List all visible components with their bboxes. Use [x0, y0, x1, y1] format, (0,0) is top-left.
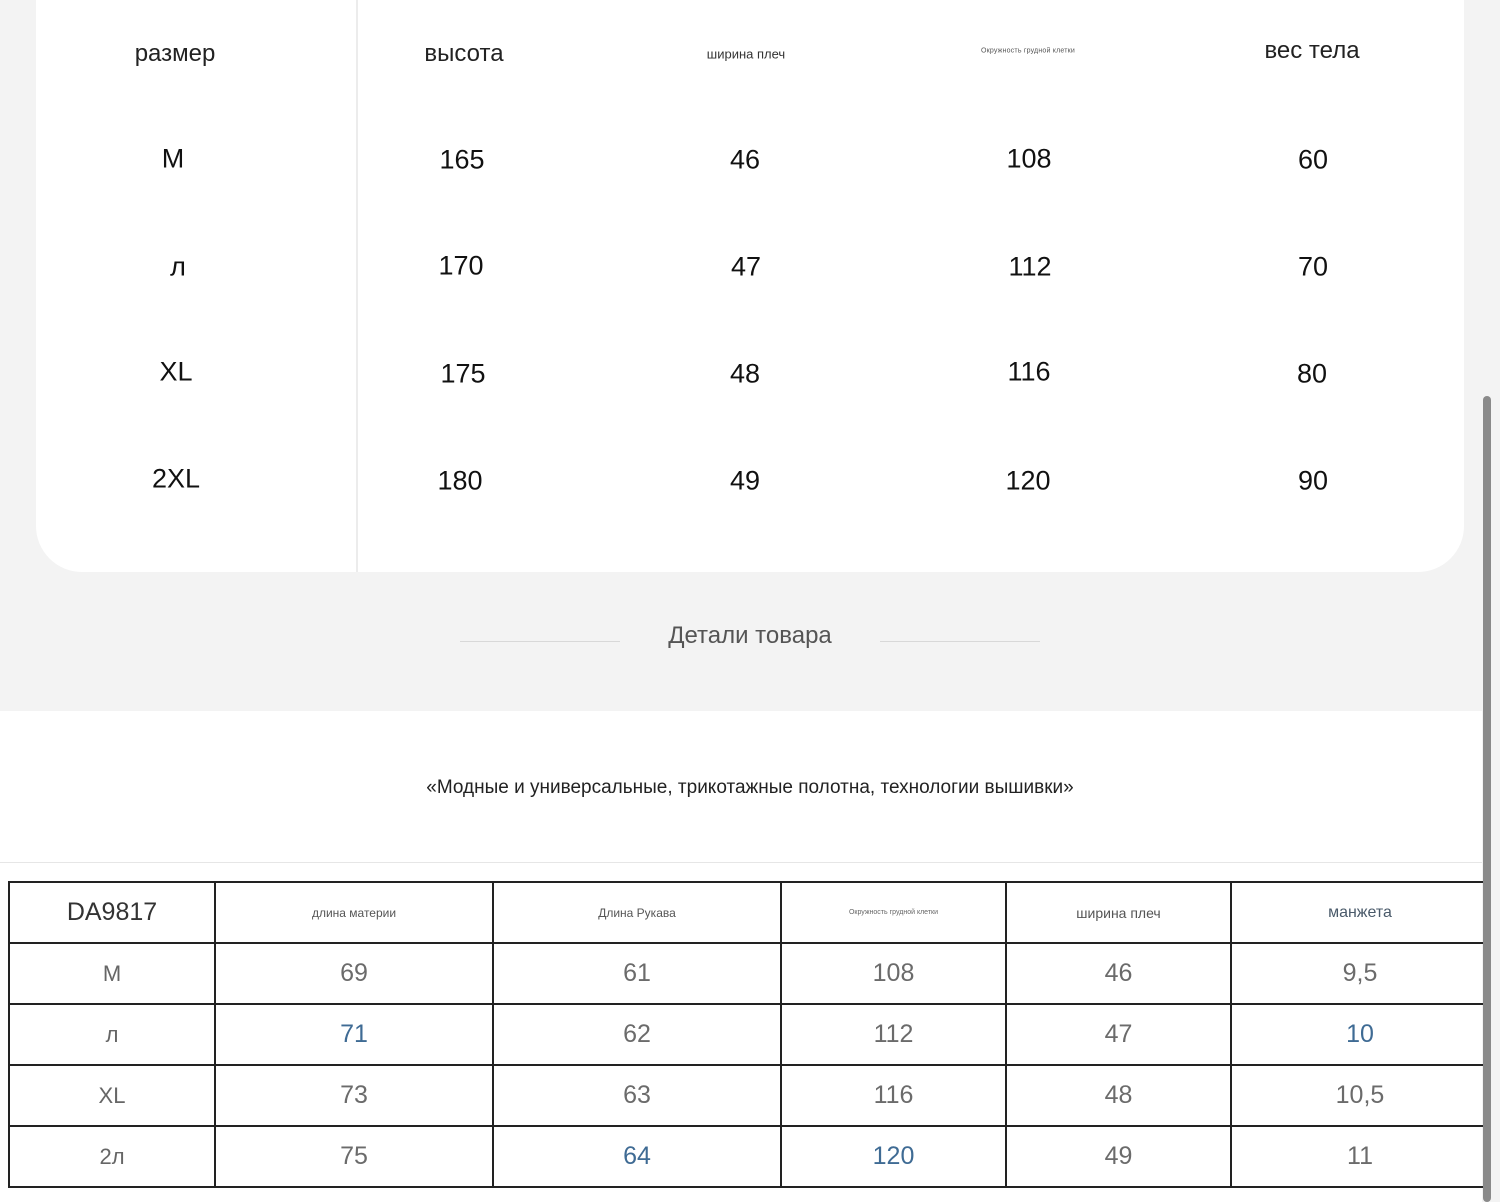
table-row [9, 1126, 1489, 1187]
table-cell: 69 [215, 943, 493, 1004]
header-shoulder-width: ширина плеч [1006, 882, 1231, 943]
section-title-rule-right [880, 641, 1040, 642]
table-cell: 64 [493, 1126, 781, 1187]
table-row [9, 943, 1489, 1004]
product-code: DA9817 [9, 882, 215, 943]
size-chart-value: 116 [1007, 356, 1051, 387]
table-cell: 10 [1231, 1004, 1489, 1065]
size-column-divider [356, 0, 358, 572]
row-size: л [9, 1004, 215, 1065]
size-chart-value: 175 [440, 358, 486, 389]
table-header-row [9, 882, 1489, 943]
size-chart-value: 46 [729, 144, 761, 175]
size-chart-value: 180 [437, 465, 483, 496]
header-shoulder-width: ширина плеч [706, 46, 786, 62]
section-title: Детали товара [668, 622, 832, 649]
table-row [9, 1065, 1489, 1126]
size-chart-size: XL [159, 356, 193, 387]
size-chart-value: 112 [1008, 251, 1052, 282]
size-chart-value: 108 [1006, 143, 1052, 174]
table-cell: 49 [1006, 1126, 1231, 1187]
header-body-weight: вес тела [1264, 37, 1360, 64]
size-chart-size: M [161, 143, 185, 174]
size-chart-value: 70 [1297, 251, 1329, 282]
size-chart-value: 170 [438, 250, 484, 281]
product-tagline: «Модные и универсальные, трикотажные полотна, технологии вышивки» [426, 777, 1074, 798]
header-chest-circumference: Окружность грудной клетки [781, 882, 1006, 943]
row-size: 2л [9, 1126, 215, 1187]
table-cell: 73 [215, 1065, 493, 1126]
table-cell: 10,5 [1231, 1065, 1489, 1126]
row-size: M [9, 943, 215, 1004]
table-cell: 112 [781, 1004, 1006, 1065]
size-chart-value: 165 [439, 144, 485, 175]
header-height: высота [424, 40, 504, 67]
table-cell: 71 [215, 1004, 493, 1065]
header-sleeve-length: Длина Рукава [493, 882, 781, 943]
table-cell: 47 [1006, 1004, 1231, 1065]
table-cell: 46 [1006, 943, 1231, 1004]
size-chart-value: 48 [729, 358, 761, 389]
row-size: XL [9, 1065, 215, 1126]
table-cell: 108 [781, 943, 1006, 1004]
size-chart-size: 2XL [151, 463, 201, 494]
header-cuff: манжета [1231, 882, 1489, 943]
size-chart-value: 49 [729, 465, 761, 496]
table-cell: 120 [781, 1126, 1006, 1187]
header-chest-circumference: Окружность грудной клетки [980, 47, 1076, 55]
table-cell: 62 [493, 1004, 781, 1065]
size-chart-value: 120 [1005, 465, 1051, 496]
size-chart-value: 80 [1296, 358, 1328, 389]
size-chart-value: 60 [1297, 144, 1329, 175]
size-chart-value: 47 [730, 251, 762, 282]
header-garment-length: длина материи [215, 882, 493, 943]
scrollbar-thumb[interactable] [1483, 396, 1491, 1202]
header-size: размер [134, 40, 216, 67]
table-cell: 63 [493, 1065, 781, 1126]
table-cell: 75 [215, 1126, 493, 1187]
table-cell: 61 [493, 943, 781, 1004]
product-measurement-table [8, 881, 1490, 1188]
table-cell: 116 [781, 1065, 1006, 1126]
size-chart-size: л [170, 251, 186, 282]
vertical-scrollbar[interactable] [1482, 0, 1500, 1202]
table-row [9, 1004, 1489, 1065]
size-chart-value: 90 [1297, 465, 1329, 496]
divider [0, 862, 1482, 863]
table-cell: 9,5 [1231, 943, 1489, 1004]
table-cell: 48 [1006, 1065, 1231, 1126]
table-cell: 11 [1231, 1126, 1489, 1187]
